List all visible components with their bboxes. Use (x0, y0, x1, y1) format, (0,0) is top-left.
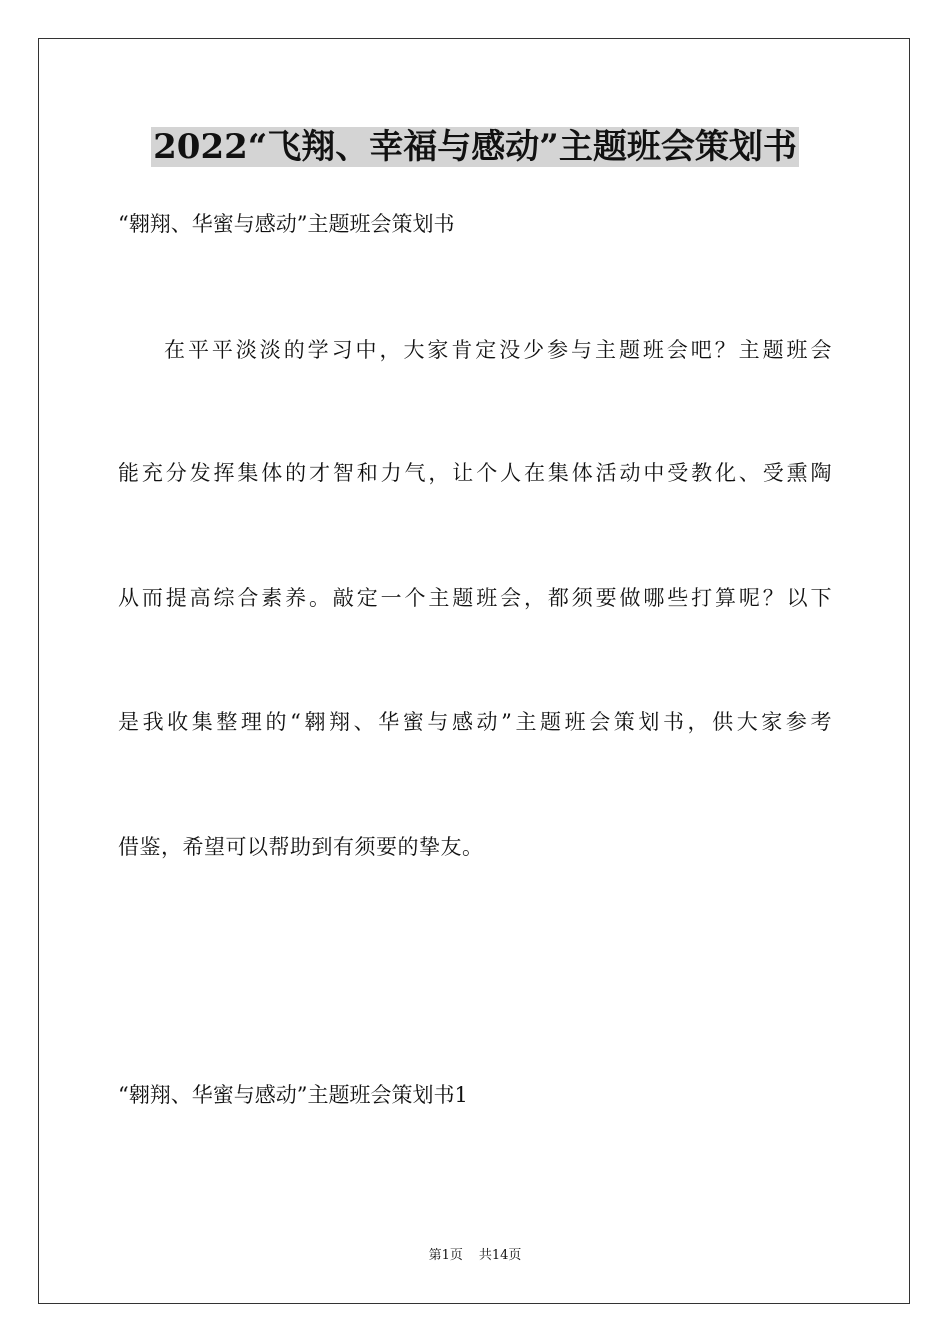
paragraph-line-2: 能充分发挥集体的才智和力气，让个人在集体活动中受教化、受熏陶 (118, 461, 832, 485)
page-footer (0, 1247, 950, 1265)
paragraph-line-5: 借鉴，希望可以帮助到有须要的挚友。 (118, 835, 484, 859)
page-number-current: 第1页 (428, 1248, 463, 1263)
document-title (0, 124, 950, 170)
page-number-total: 共14页 (478, 1248, 522, 1263)
paragraph-line-1: 在平平淡淡的学习中，大家肯定没少参与主题班会吧？主题班会 (164, 338, 832, 362)
paragraph-line-4: 是我收集整理的“翱翔、华蜜与感动”主题班会策划书，供大家参考 (118, 710, 832, 734)
paragraph-line-3: 从而提高综合素养。敲定一个主题班会，都须要做哪些打算呢？以下 (118, 586, 832, 610)
section-heading: “翱翔、华蜜与感动”主题班会策划书1 (118, 1083, 468, 1107)
document-title-text: 2022“飞翔、幸福与感动”主题班会策划书 (153, 127, 797, 167)
document-subtitle: “翱翔、华蜜与感动”主题班会策划书 (118, 212, 455, 236)
